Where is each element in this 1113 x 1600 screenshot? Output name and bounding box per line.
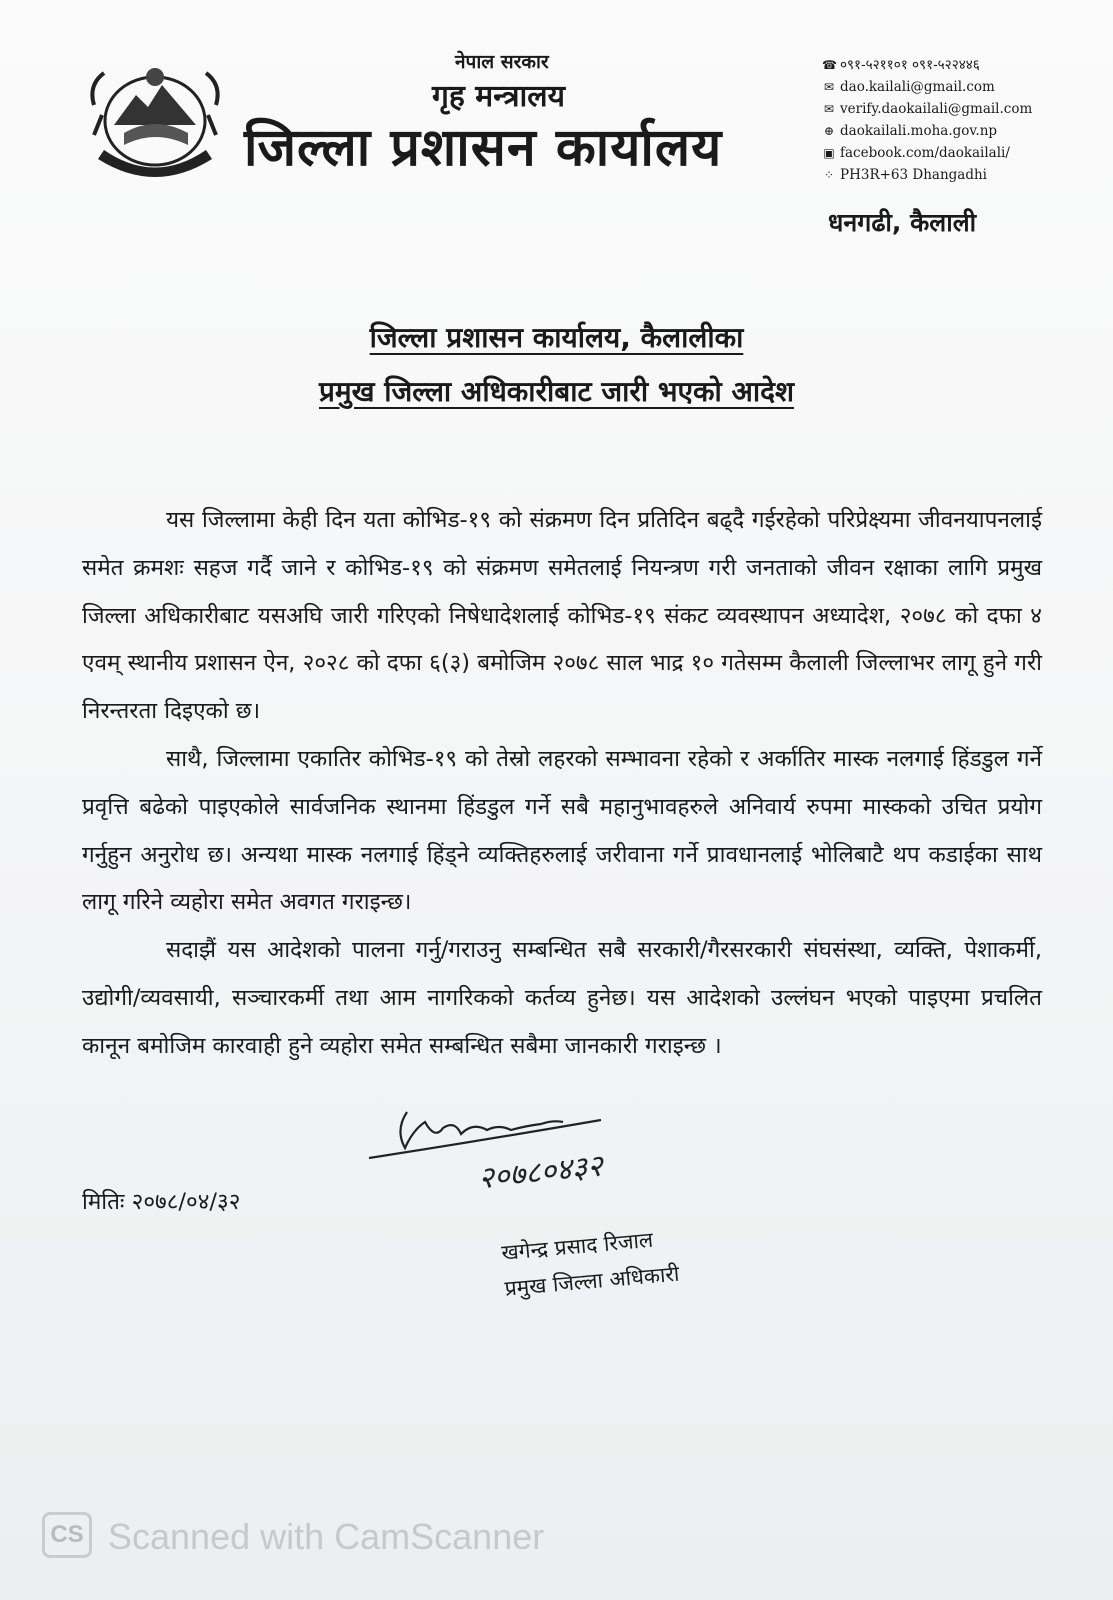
body-paragraph-2: साथै, जिल्लामा एकातिर कोभिड-१९ को तेस्रो लहरको सम्भावना रहेको र अर्कातिर मास्क नलगाई हिंडडुल गर्ने प्रवृत्ति बढेको पाइएकोले सार्वजनिक स्थानमा हिंडडुल गर्ने सबै महानुभावहरुले अनिवार्य रुपमा मास्कको उचित प्रयोग गर्नुहुन अनुरोध छ। अन्यथा मास्क नलगाई हिंड्ने व्यक्तिहरुलाई जरीवाना गर्ने प्रावधानलाई भोलिबाटै थप कडाईका साथ लागू गरिने व्यहोरा समेत अवगत गराइन्छ।	[82, 745, 1042, 916]
plus-code: PH3R+63 Dhangadhi	[840, 167, 987, 183]
ministry-name: गृह मन्त्रालय	[432, 79, 566, 114]
phone-row	[822, 54, 1044, 76]
phone-fax-text: ०९१-५२११०१ ०९१-५२२४४६	[840, 57, 980, 73]
signer-designation: प्रमुख जिल्ला अधिकारी	[503, 1261, 681, 1301]
office-name: जिल्ला प्रशासन कार्यालय	[244, 118, 723, 178]
plus-code-row	[822, 164, 1044, 186]
contact-block	[822, 54, 1044, 186]
website-row	[822, 120, 1044, 142]
office-location: धनगढी, कैलाली	[828, 208, 977, 237]
notice-title-line-1: जिल्ला प्रशासन कार्यालय, कैलालीका	[369, 321, 744, 354]
notice-title-line-2: प्रमुख जिल्ला अधिकारीबाट जारी भएको आदेश	[318, 375, 795, 408]
camscanner-logo: CS	[42, 1512, 92, 1558]
map-pin-icon: ⁘	[823, 168, 835, 182]
facebook-icon: ▣	[823, 146, 835, 160]
mail-icon: ✉	[823, 102, 835, 116]
body-paragraph-1: यस जिल्लामा केही दिन यता कोभिड-१९ को संक्रमण दिन प्रतिदिन बढ्दै गईरहेको परिप्रेक्ष्यमा जीवनयापनलाई समेत क्रमशः सहज गर्दै जाने र कोभिड-१९ को संक्रमण समेतलाई नियन्त्रण गरी जनताको जीवन रक्षाका लागि प्रमुख जिल्ला अधिकारीबाट यसअघि जारी गरिएको निषेधादेशलाई कोभिड-१९ संकट व्यवस्थापन अध्यादेश, २०७८ को दफा ४ एवम् स्थानीय प्रशासन ऐन, २०२८ को दफा ६(३) बमोजिम २०७८ साल भाद्र १० गतेसम्म कैलाली जिल्लाभर लागू हुने गरी निरन्तरता दिइएको छ।	[82, 507, 1042, 725]
website-link[interactable]: daokailali.moha.gov.np	[840, 123, 998, 139]
handwritten-date: २०७८०४३२	[476, 1148, 605, 1197]
email-2[interactable]: verify.daokailali@gmail.com	[840, 101, 1033, 117]
notice-body	[82, 497, 1042, 1071]
government-name: नेपाल सरकार	[455, 51, 549, 73]
email-1[interactable]: dao.kailali@gmail.com	[840, 79, 995, 95]
email-row-2	[822, 98, 1044, 120]
mail-icon: ✉	[823, 80, 835, 94]
phone-icon: ☎	[822, 58, 837, 72]
body-paragraph-3: सदाझैं यस आदेशको पालना गर्नु/गराउनु सम्बन्धित सबै सरकारी/गैरसरकारी संघसंस्था, व्यक्ति, पेशाकर्मी, उद्योगी/व्यवसायी, सञ्चारकर्मी तथा आम नागरिकको कर्तव्य हुनेछ। यस आदेशको उल्लंघन भएको पाइएमा प्रचलित कानून बमोजिम कारवाही हुने व्यहोरा समेत सम्बन्धित सबैमा जानकारी गराइन्छ ।	[82, 937, 1042, 1059]
camscanner-watermark: Scanned with CamScanner	[108, 1516, 545, 1557]
nepal-emblem-icon	[84, 55, 226, 180]
facebook-link[interactable]: facebook.com/daokailali/	[840, 145, 1010, 161]
signer-name: खगेन्द्र प्रसाद रिजाल	[500, 1227, 655, 1265]
signer-block	[500, 1220, 681, 1307]
globe-icon: ⊕	[823, 124, 835, 138]
notice-date: मितिः २०७८/०४/३२	[82, 1189, 241, 1215]
email-row-1	[822, 76, 1044, 98]
facebook-row	[822, 142, 1044, 164]
